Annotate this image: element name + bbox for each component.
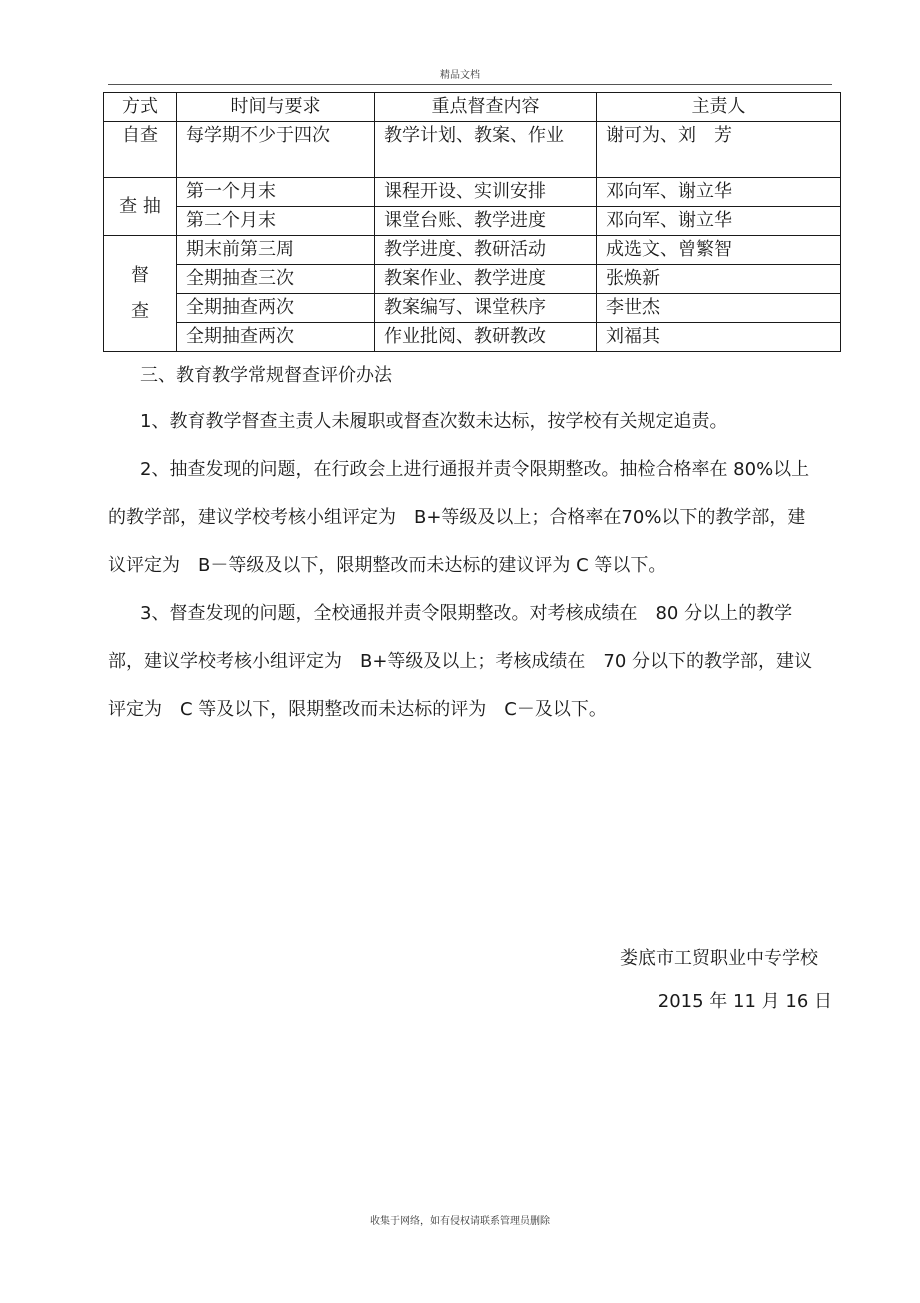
- signature-school: 娄底市工贸职业中专学校: [620, 948, 818, 969]
- cell-time: 期末前第三周: [177, 236, 375, 265]
- cell-content: 教案编写、课堂秩序: [375, 294, 597, 323]
- header-time: 时间与要求: [177, 93, 375, 122]
- page-footer: 收集于网络，如有侵权请联系管理员删除: [370, 1216, 550, 1227]
- method-spot-check: 查 抽: [104, 178, 177, 236]
- cell-content: 教案作业、教学进度: [375, 265, 597, 294]
- cell-time: 全期抽查两次: [177, 294, 375, 323]
- supervision-table: [103, 92, 841, 352]
- header-owner: 主责人: [597, 93, 841, 122]
- signature-date: 2015 年 11 月 16 日: [657, 991, 832, 1012]
- table-row: [104, 178, 841, 207]
- header-content: 重点督查内容: [375, 93, 597, 122]
- cell-owner: 谢可为、刘 芳: [597, 122, 841, 178]
- paragraph-3: 3、督查发现的问题，全校通报并责令限期整改。对考核成绩在 80 分以上的教学部，建议学校考核小组评定为 B+等级及以上；考核成绩在 70 分以下的教学部，建议评定为 C 等及以下，限期整改而未达标的评为 C－及以下。: [108, 603, 813, 720]
- cell-time: 全期抽查两次: [177, 323, 375, 352]
- method-supervision: [104, 236, 177, 352]
- table-row: [104, 207, 841, 236]
- cell-owner: 李世杰: [597, 294, 841, 323]
- cell-content: 教学计划、教案、作业: [375, 122, 597, 178]
- cell-content: 课堂台账、教学进度: [375, 207, 597, 236]
- header-method: 方式: [104, 93, 177, 122]
- cell-owner: 刘福其: [597, 323, 841, 352]
- paragraph-1: 1、教育教学督查主责人未履职或督查次数未达标，按学校有关规定追责。: [140, 411, 728, 432]
- table-row: [104, 323, 841, 352]
- method-supervision-bottom: 查: [131, 300, 149, 322]
- section-title: 三、教育教学常规督查评价办法: [140, 365, 392, 386]
- cell-time: 第二个月末: [177, 207, 375, 236]
- cell-time: 第一个月末: [177, 178, 375, 207]
- table-row: [104, 236, 841, 265]
- cell-owner: 邓向军、谢立华: [597, 178, 841, 207]
- cell-content: 课程开设、实训安排: [375, 178, 597, 207]
- method-self-check: 自查: [104, 122, 177, 178]
- evaluation-paragraphs: [108, 398, 822, 734]
- cell-time: 每学期不少于四次: [177, 122, 375, 178]
- cell-content: 作业批阅、教研教改: [375, 323, 597, 352]
- cell-owner: 成选文、曾繁智: [597, 236, 841, 265]
- cell-time: 全期抽查三次: [177, 265, 375, 294]
- paragraph-2: 2、抽查发现的问题，在行政会上进行通报并责令限期整改。抽检合格率在 80%以上的教学部，建议学校考核小组评定为 B+等级及以上；合格率在70%以下的教学部，建议评定为 B－等级及以下，限期整改而未达标的建议评为 C 等以下。: [108, 459, 810, 576]
- cell-owner: 张焕新: [597, 265, 841, 294]
- page-header: 精品文档: [440, 70, 480, 81]
- method-supervision-top: 督: [131, 264, 149, 286]
- cell-owner: 邓向军、谢立华: [597, 207, 841, 236]
- table-header-row: [104, 93, 841, 122]
- cell-content: 教学进度、教研活动: [375, 236, 597, 265]
- table-row: [104, 294, 841, 323]
- header-divider: [108, 84, 832, 85]
- table-row: [104, 122, 841, 178]
- table-row: [104, 265, 841, 294]
